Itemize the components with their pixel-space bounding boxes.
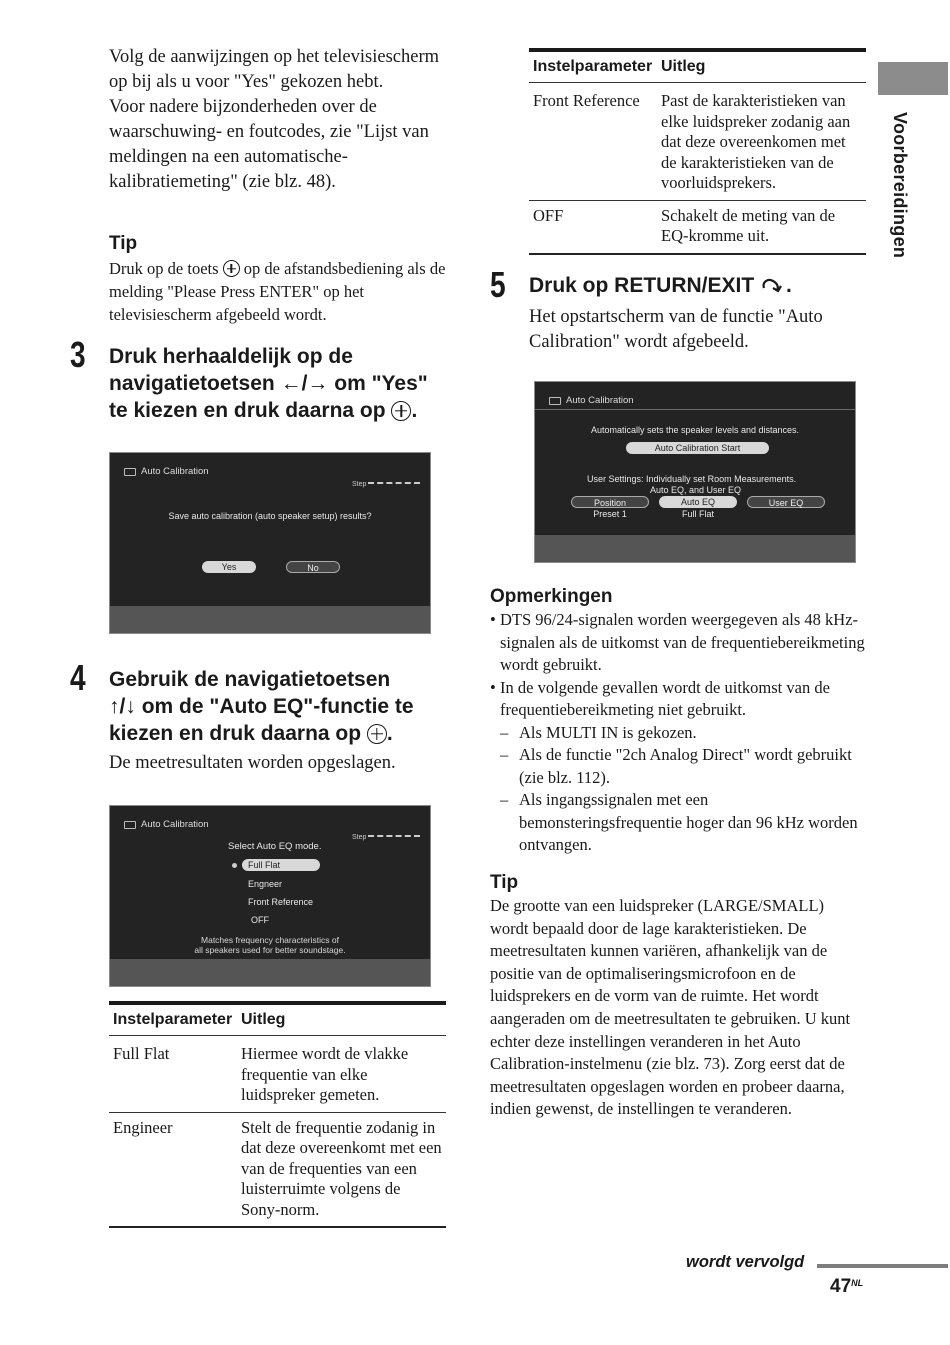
- tab-position[interactable]: Position: [571, 496, 649, 508]
- screen-1-step-bar: [352, 481, 420, 488]
- step-4-line-2-b: om de "Auto EQ"-functie te: [141, 695, 414, 718]
- step-5-heading: [529, 272, 869, 355]
- step-3-line-2: [109, 370, 454, 397]
- table-2-header-desc: Uitleg: [657, 52, 866, 83]
- tip-1: [109, 233, 449, 326]
- table-cell: Engineer: [109, 1112, 237, 1227]
- table-row: [529, 83, 866, 201]
- screen-3-title-divider: [535, 409, 855, 410]
- tip-1-text: [109, 257, 449, 326]
- list-item: [490, 744, 865, 789]
- screen-3-user-settings: [587, 474, 796, 484]
- screen-2-title-text: Auto Calibration: [141, 819, 209, 830]
- remarks-list: [490, 609, 865, 857]
- remarks: [490, 586, 865, 857]
- setup-icon: [124, 468, 136, 476]
- list-item-text: Als MULTI IN is gekozen.: [519, 722, 697, 742]
- tip-1-heading: Tip: [109, 233, 138, 254]
- list-marker: –: [500, 745, 509, 764]
- setup-icon: [549, 397, 561, 405]
- intro-paragraph-2: Voor nadere bijzonderheden over de waarschuwing- en foutcodes, zie "Lijst van meldingen na een automatische-kalibratiemeting" (zie blz. 48).: [109, 97, 429, 192]
- step-3-line-2-a: navigatietoetsen: [109, 372, 275, 395]
- table-cell: Past de karakteristieken van elke luidspreker zodanig aan dat deze overeenkomen met de karakteristieken van de voorluidsprekers.: [657, 83, 866, 201]
- screen-3-title: [549, 395, 634, 406]
- list-item-text: DTS 96/24-signalen worden weergegeven als 48 kHz-signalen als de uitkomst van de frequentiebereikmeting wordt gebruikt.: [500, 610, 865, 674]
- position-value: Preset 1: [593, 509, 627, 519]
- auto-calibration-start-button[interactable]: Auto Calibration Start: [626, 442, 769, 454]
- page-language: NL: [851, 1278, 864, 1288]
- enter-button-icon: [367, 724, 387, 744]
- screen-2-footer-1: Matches frequency characteristics of: [201, 935, 339, 945]
- screen-3-user-text-2: Auto EQ, and User EQ: [650, 485, 742, 495]
- step-3-line-2-b: om "Yes": [334, 372, 428, 395]
- list-marker: •: [490, 677, 496, 697]
- list-item-text: In de volgende gevallen wordt de uitkomst van de frequentiebereikmeting niet gebruikt.: [500, 677, 830, 719]
- screen-3-title-text: Auto Calibration: [566, 395, 634, 406]
- step-3-line-1: Druk herhaaldelijk op de: [109, 345, 353, 368]
- screen-2-bottom-bar: [110, 959, 430, 986]
- list-marker: •: [490, 610, 496, 629]
- list-item: [490, 722, 865, 745]
- table-2: [529, 52, 866, 255]
- screen-1-title: [124, 466, 209, 477]
- list-item: [490, 789, 865, 857]
- tip-1-text-a: Druk op de toets: [109, 259, 219, 278]
- step-5-title: Druk op RETURN/EXIT .: [529, 274, 792, 297]
- enter-button-icon: [391, 401, 411, 421]
- up-down-arrows-icon: ↑/↓: [109, 695, 136, 718]
- screen-2-step-bar: [352, 834, 420, 841]
- step-5-number: 5: [490, 264, 506, 305]
- screen-save-results: [109, 452, 431, 634]
- continued-label: wordt vervolgd: [686, 1253, 805, 1271]
- step-4-number: 4: [70, 657, 86, 698]
- remarks-heading: Opmerkingen: [490, 586, 613, 607]
- table-row: [529, 200, 866, 254]
- screen-2-footer-2: all speakers used for better soundstage.: [194, 945, 346, 955]
- screen-2-step-label: Step: [352, 834, 367, 841]
- table-cell: Stelt de frequentie zodanig in dat deze overeenkomt met een van de frequenties van een luisterruimte volgens de Sony-norm.: [237, 1112, 446, 1227]
- screen-auto-eq-mode: [109, 805, 431, 987]
- tip-1-text-b: op de afstandsbediening als de melding "Please Press ENTER" op het televisiescherm afgebeeld wordt.: [109, 259, 446, 324]
- screen-1-message: Save auto calibration (auto speaker setup) results?: [168, 511, 372, 521]
- side-tab-label: Voorbereidingen: [890, 112, 910, 259]
- left-right-arrows-icon: ←/→: [280, 372, 329, 395]
- step-3-line-3-text: te kiezen en druk daarna op: [109, 399, 386, 422]
- option-full-flat[interactable]: Full Flat: [242, 859, 320, 871]
- screen-1-title-text: Auto Calibration: [141, 466, 209, 477]
- continued-rule: [817, 1264, 948, 1268]
- screen-auto-calibration-start: [534, 381, 856, 563]
- option-off[interactable]: OFF: [251, 915, 269, 925]
- table-cell: Full Flat: [109, 1036, 237, 1113]
- option-front-reference[interactable]: Front Reference: [248, 897, 314, 907]
- table-cell: Front Reference: [529, 83, 657, 201]
- option-bullet-selected: [232, 863, 237, 868]
- table-2-header-row: [529, 52, 866, 83]
- table-1: [109, 1005, 446, 1228]
- table-cell: Schakelt de meting van de EQ-kromme uit.: [657, 200, 866, 254]
- step-3-heading: [109, 343, 454, 424]
- screen-2-title: [124, 819, 209, 830]
- user-settings-label: User Settings:: [587, 474, 644, 484]
- step-4-result: De meetresultaten worden opgeslagen.: [109, 753, 396, 773]
- tip-2: [490, 872, 865, 1121]
- screen-1-bottom-bar: [110, 606, 430, 633]
- step-4-line-3: kiezen en druk daarna op .: [109, 722, 393, 745]
- step-5-result: Het opstartscherm van de functie "Auto Calibration" wordt afgebeeld.: [529, 307, 823, 352]
- no-button[interactable]: No: [286, 561, 340, 573]
- screen-2-prompt: Select Auto EQ mode.: [228, 841, 322, 852]
- screen-3-bottom-bar: [535, 535, 855, 562]
- page-number: [830, 1276, 863, 1298]
- setup-icon: [124, 821, 136, 829]
- step-4-line-1: Gebruik de navigatietoetsen: [109, 668, 391, 691]
- list-marker: –: [500, 722, 509, 742]
- enter-button-icon: [223, 260, 240, 277]
- tab-auto-eq[interactable]: Auto EQ: [659, 496, 737, 508]
- tip-2-heading: Tip: [490, 872, 519, 893]
- step-3-line-3: te kiezen en druk daarna op .: [109, 399, 418, 422]
- yes-button[interactable]: Yes: [202, 561, 256, 573]
- table-row: [109, 1036, 446, 1113]
- step-4-line-3-text: kiezen en druk daarna op: [109, 722, 362, 745]
- step-4-heading: [109, 666, 454, 776]
- list-item-text: Als de functie "2ch Analog Direct" wordt gebruikt (zie blz. 112).: [519, 745, 852, 787]
- list-item-text: Als ingangssignalen met een bemonsteringsfrequentie hoger dan 96 kHz worden ontvangen.: [519, 790, 858, 854]
- screen-1-step-label: Step: [352, 481, 367, 488]
- table-2-header-param: Instelparameter: [529, 52, 657, 83]
- user-settings-text-1: Individually set Room Measurements.: [646, 474, 797, 484]
- page-number-value: 47: [830, 1276, 852, 1297]
- table-row: [109, 1112, 446, 1227]
- table-1-header-row: [109, 1005, 446, 1036]
- tab-user-eq[interactable]: User EQ: [747, 496, 825, 508]
- table-1-header-param: Instelparameter: [109, 1005, 237, 1036]
- table-1-header-desc: Uitleg: [237, 1005, 446, 1036]
- option-engineer[interactable]: Engneer: [248, 879, 283, 889]
- screen-3-line-1: Automatically sets the speaker levels and distances.: [590, 425, 800, 435]
- step-5-title-text: Druk op RETURN/EXIT: [529, 274, 755, 297]
- auto-eq-value: Full Flat: [681, 509, 714, 519]
- step-3-number: 3: [70, 334, 86, 375]
- intro-text: [109, 45, 449, 195]
- tip-2-text: De grootte van een luidspreker (LARGE/SMALL) wordt bepaald door de lage karakteristieken. De meetresultaten kunnen variëren, afhankelijk van de positie van de optimaliseringsmicrofoon en de luidsprekers en de vorm van de ruimte. Het wordt aangeraden om de meetresultaten te gebruiken. U kunt echter deze instellingen veranderen in het Auto Calibration-instelmenu (zie blz. 73). Zorg eerst dat de meetresultaten opgeslagen worden en probeer daarna, indien gewenst, de instellingen te veranderen.: [490, 896, 851, 1119]
- intro-paragraph-1: Volg de aanwijzingen op het televisiescherm op bij als u voor "Yes" gekozen hebt.: [109, 47, 439, 92]
- list-marker: –: [500, 790, 509, 809]
- return-arrow-icon: [760, 276, 786, 294]
- table-cell: Hiermee wordt de vlakke frequentie van elke luidspreker gemeten.: [237, 1036, 446, 1113]
- list-item: [490, 677, 865, 722]
- step-4-line-2: [109, 693, 454, 720]
- table-cell: OFF: [529, 200, 657, 254]
- list-item: [490, 609, 865, 677]
- side-tab-marker: [878, 62, 948, 95]
